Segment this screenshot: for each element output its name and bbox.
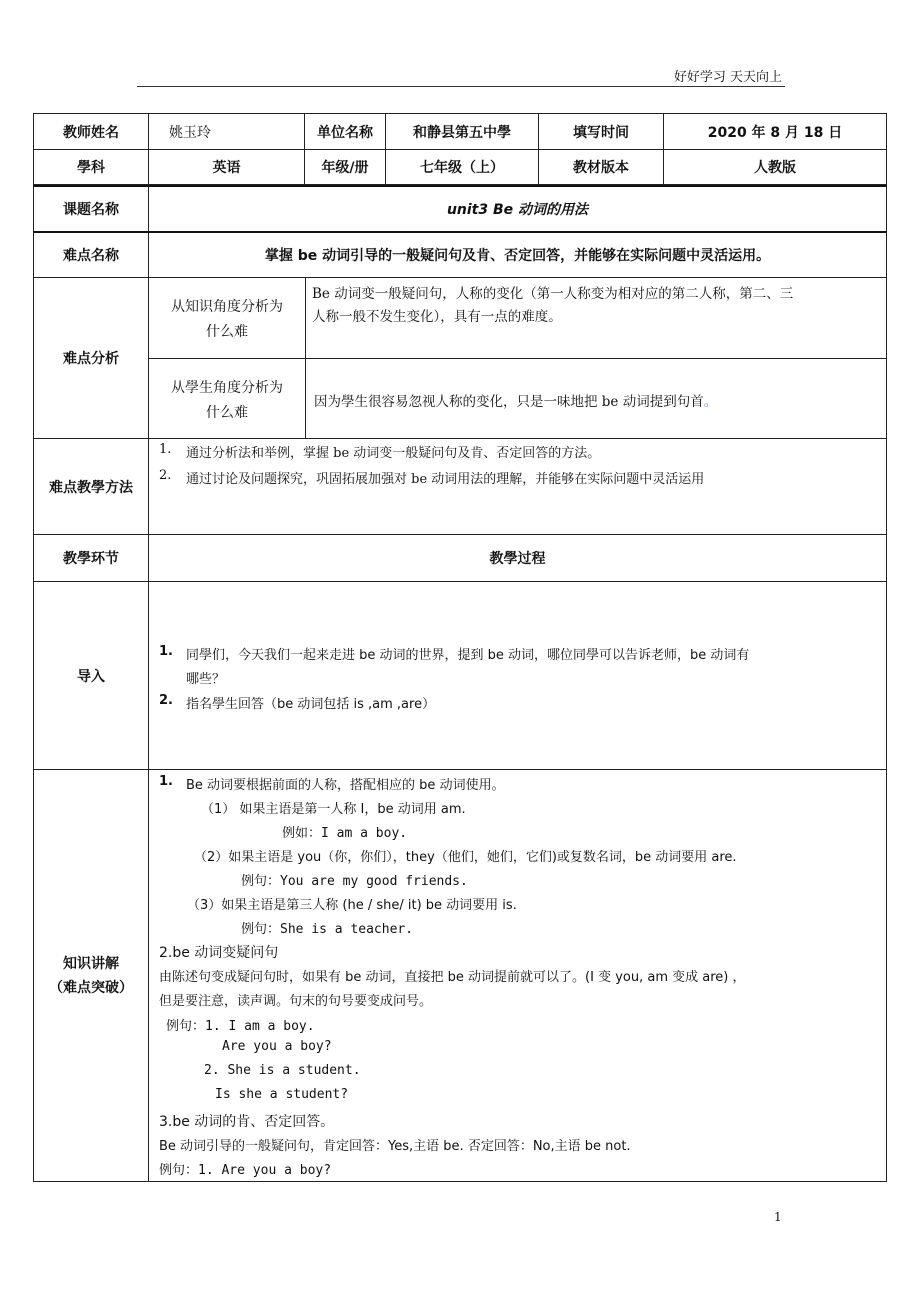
knowledge-line-5: 例句：You are my good friends. xyxy=(241,874,468,889)
knowledge-line-12: Are you a boy? xyxy=(222,1039,332,1054)
method-item-2: 通过讨论及问题探究，巩固拓展加强对 be 动词用法的理解，并能够在实际问题中灵活运用 xyxy=(186,472,705,487)
method-item-1: 通过分析法和举例，掌握 be 动词变一般疑问句及肯、否定回答的方法。 xyxy=(186,446,601,461)
grade-value: 七年级（上） xyxy=(385,149,539,185)
method-item-1-number: 1. xyxy=(159,442,172,457)
methods-content xyxy=(148,438,887,535)
student-angle-line1: 从學生角度分析为 xyxy=(171,380,283,396)
knowledge-label xyxy=(33,769,149,1182)
intro-line1b: 哪些？ xyxy=(186,672,226,687)
knowledge-text-line1: Be 动词变一般疑问句，人称的变化（第一人称变为相对应的第二人称，第二、三 xyxy=(312,286,794,302)
unit-value: 和静县第五中學 xyxy=(385,113,539,150)
header-motto: 好好学习 天天向上 xyxy=(673,70,782,85)
intro-label: 导入 xyxy=(33,581,149,770)
student-angle-text xyxy=(305,358,887,439)
knowledge-line-4: （2）如果主语是 you（你，你们），they（他们，她们，它们)或复数名词，be 动词要用 are. xyxy=(194,850,737,865)
unit-label: 单位名称 xyxy=(304,113,386,150)
knowledge-line-10: 但是要注意，读声调。句末的句号要变成问号。 xyxy=(159,994,433,1009)
intro-line1: 同學们，今天我们一起来走进 be 动词的世界，提到 be 动词，哪位同學可以告诉老师，be 动词有 xyxy=(186,648,750,663)
difficulty-label: 难点名称 xyxy=(33,231,149,278)
knowledge-text-line2: 人称一般不发生变化），具有一点的难度。 xyxy=(312,309,562,325)
knowledge-line-2: （1） 如果主语是第一人称 I，be 动词用 am. xyxy=(201,802,466,817)
date-label: 填写时间 xyxy=(538,113,664,150)
teacher-value: 姚玉玲 xyxy=(148,113,305,150)
date-value: 2020 年 8 月 18 日 xyxy=(663,113,887,150)
knowledge-line-15: 3.be 动词的肯、否定回答。 xyxy=(159,1114,335,1130)
page-number: 1 xyxy=(774,1210,782,1224)
subject-value: 英语 xyxy=(148,149,305,185)
edition-label: 教材版本 xyxy=(538,149,664,185)
knowledge-line-13: 2. She is a student. xyxy=(204,1063,361,1078)
knowledge-line-16: Be 动词引导的一般疑问句，肯定回答：Yes,主语 be. 否定回答：No,主语 be not. xyxy=(159,1139,631,1154)
knowledge-line-3: 例如：I am a boy. xyxy=(282,826,408,841)
knowledge-line-9: 由陈述句变成疑问句时，如果有 be 动词，直接把 be 动词提前就可以了。(I 变 you, am 变成 are) ， xyxy=(159,970,746,985)
intro-line2: 指名學生回答（be 动词包括 is ,am ,are） xyxy=(186,697,436,712)
intro-content xyxy=(148,581,887,770)
student-text: 因为學生很容易忽视人称的变化，只是一味地把 be 动词提到句首 xyxy=(314,394,704,410)
topic-label: 课题名称 xyxy=(33,185,149,232)
teacher-label: 教师姓名 xyxy=(33,113,149,150)
knowledge-line-14: Is she a student? xyxy=(215,1087,349,1102)
knowledge-angle-text xyxy=(305,277,887,359)
intro-item-2-number: 2. xyxy=(159,693,173,708)
knowledge-line-11: 例句：1. I am a boy. xyxy=(166,1019,315,1034)
subject-label: 學科 xyxy=(33,149,149,185)
knowledge-item-1-number: 1. xyxy=(159,774,173,789)
knowledge-content xyxy=(148,769,887,1182)
knowledge-label-line2: （难点突破） xyxy=(49,980,133,996)
topic-value: unit3 Be 动词的用法 xyxy=(148,185,887,232)
intro-item-1-number: 1. xyxy=(159,644,173,659)
knowledge-angle-line2: 什么难 xyxy=(206,324,248,340)
student-angle-label xyxy=(148,358,306,439)
method-item-2-number: 2. xyxy=(159,468,172,483)
knowledge-label-line1: 知识讲解 xyxy=(63,956,119,972)
knowledge-line-6: （3）如果主语是第三人称 (he / she/ it) be 动词要用 is. xyxy=(187,898,517,913)
header-rule xyxy=(137,86,785,87)
process-title: 教學过程 xyxy=(148,534,887,582)
knowledge-line-8: 2.be 动词变疑问句 xyxy=(159,945,279,961)
edition-value: 人教版 xyxy=(663,149,887,185)
difficulty-value: 掌握 be 动词引导的一般疑问句及肯、否定回答，并能够在实际问题中灵活运用。 xyxy=(148,231,887,278)
knowledge-line-7: 例句：She is a teacher. xyxy=(241,922,414,937)
knowledge-angle-label xyxy=(148,277,306,359)
knowledge-line-1: Be 动词要根据前面的人称，搭配相应的 be 动词使用。 xyxy=(186,778,505,793)
knowledge-angle-line1: 从知识角度分析为 xyxy=(171,299,283,315)
student-angle-line2: 什么难 xyxy=(206,405,248,421)
grade-label: 年级/册 xyxy=(304,149,386,185)
student-text-end: 。 xyxy=(703,394,718,410)
analysis-label: 难点分析 xyxy=(33,277,149,439)
knowledge-line-17: 例句：1. Are you a boy? xyxy=(159,1163,332,1178)
process-label: 教學环节 xyxy=(33,534,149,582)
methods-label: 难点教學方法 xyxy=(33,438,149,535)
